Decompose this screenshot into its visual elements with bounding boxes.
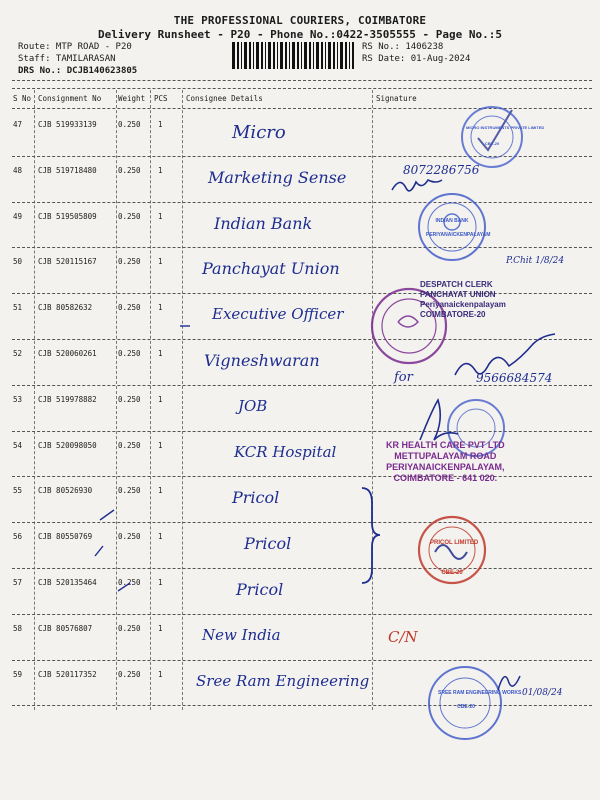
col-header-signature: Signature	[376, 94, 417, 103]
signature-53	[420, 400, 458, 440]
row-consignment-no: CJB 520135464	[38, 578, 97, 587]
row-pcs: 1	[158, 578, 163, 587]
row-consignee-handwritten: Micro	[232, 122, 286, 143]
row-sno: 59	[13, 669, 23, 679]
row-sno: 50	[13, 257, 23, 267]
despatch-stamp-text: DESPATCH CLERK PANCHAYAT UNION Periyanaickenpalayam COIMBATORE-20	[420, 280, 506, 319]
row-weight: 0.250	[118, 303, 141, 313]
row-consignment-no: CJB 80576807	[38, 623, 93, 633]
row-pcs: 1	[158, 669, 163, 679]
row-pcs: 1	[158, 394, 163, 404]
col-header-details: Consignee Details	[186, 94, 263, 103]
row-pcs: 1	[158, 440, 163, 450]
phone-note-48: 8072286756	[403, 163, 480, 177]
date-note-59: 01/08/24	[522, 688, 563, 698]
company-title: THE PROFESSIONAL COURIERS, COIMBATORE	[173, 14, 427, 27]
row-consignment-no: CJB 520117352	[38, 669, 97, 679]
row-consignee-handwritten: Pricol	[244, 534, 292, 554]
brace-55-57	[362, 488, 380, 583]
row-pcs: 1	[158, 165, 163, 175]
row-consignee-handwritten: JOB	[238, 396, 268, 415]
col-header-weight: Weight	[118, 94, 146, 103]
row-sno: 55	[13, 486, 23, 496]
pricol-stamp-text: PRICOL LIMITED CBE-20	[430, 540, 479, 576]
row-consignment-no: CJB 80582632	[38, 303, 93, 313]
row-consignment-no: CJB 519933139	[38, 120, 97, 129]
row-consignment-no: CJB 519718480	[38, 165, 97, 175]
row-pcs: 1	[158, 257, 163, 267]
tick-56	[95, 546, 103, 556]
tick-57	[118, 583, 130, 591]
signature-48	[392, 180, 442, 191]
row-consignment-no: CJB 520060261	[38, 349, 97, 358]
row-sno: 57	[13, 578, 23, 587]
cn-note-58: C/N	[388, 628, 418, 646]
row-sno: 51	[13, 303, 23, 313]
row-weight: 0.250	[118, 623, 141, 633]
route-label: Route: MTP ROAD - P20	[18, 42, 132, 52]
col-header-pcs: PCS	[154, 94, 168, 103]
rs-number: RS No.: 1406238	[362, 42, 444, 52]
row-sno: 54	[13, 440, 23, 450]
micro-stamp-text: MICRO INSTRUMENTS PRIVATE LIMITED CBE-20	[466, 125, 545, 146]
row-consignment-no: CJB 80526930	[38, 486, 93, 496]
row-weight: 0.250	[118, 349, 141, 358]
row-pcs: 1	[158, 623, 163, 633]
tick-55	[100, 510, 114, 520]
row-pcs: 1	[158, 303, 163, 313]
row-weight: 0.250	[118, 165, 141, 175]
rs-date: RS Date: 01-Aug-2024	[362, 54, 471, 64]
row-weight: 0.250	[118, 486, 141, 496]
signature-52	[455, 334, 555, 375]
row-weight: 0.250	[118, 578, 141, 587]
row-pcs: 1	[158, 120, 163, 129]
row-consignment-no: CJB 520115167	[38, 257, 97, 267]
row-pcs: 1	[158, 532, 163, 542]
for-note-52: for	[394, 370, 413, 385]
row-pcs: 1	[158, 486, 163, 496]
row-consignee-handwritten: Sree Ram Engineering	[196, 671, 370, 690]
col-header-sno: S No	[13, 94, 32, 103]
staff-label: Staff: TAMILARASAN	[18, 54, 116, 64]
runsheet-subtitle: Delivery Runsheet - P20 - Phone No.:0422-3505555 - Page No.:5	[98, 28, 502, 41]
row-weight: 0.250	[118, 440, 141, 450]
signature-59	[498, 676, 520, 690]
date-note-50: P.Chit 1/8/24	[506, 256, 565, 266]
row-weight: 0.250	[118, 394, 141, 404]
row-consignee-handwritten: Panchayat Union	[202, 259, 340, 279]
row-consignment-no: CJB 519978882	[38, 394, 97, 404]
row-consignee-handwritten: New India	[202, 625, 281, 644]
drs-label: DRS No.: DCJB140623805	[18, 66, 138, 76]
row-consignee-handwritten: Indian Bank	[214, 213, 313, 233]
row-weight: 0.250	[118, 669, 141, 679]
row-consignee-handwritten: Executive Officer	[212, 305, 344, 324]
row-consignee-handwritten: Marketing Sense	[208, 167, 347, 187]
row-sno: 56	[13, 532, 23, 542]
row-weight: 0.250	[118, 532, 141, 542]
col-header-consignment: Consignment No	[38, 94, 102, 103]
row-sno: 52	[13, 349, 23, 358]
row-weight: 0.250	[118, 120, 141, 129]
row-pcs: 1	[158, 211, 163, 221]
row-consignee-handwritten: Vigneshwaran	[204, 351, 320, 370]
indian-bank-stamp-text: INDIAN BANK PERIYANAICKENPALAYAM	[426, 218, 491, 238]
row-consignment-no: CJB 520098050	[38, 440, 97, 450]
row-consignee-handwritten: Pricol	[236, 580, 284, 599]
row-consignment-no: CJB 519505809	[38, 211, 97, 221]
row-weight: 0.250	[118, 211, 141, 221]
kr-health-stamp-text: KR HEALTH CARE PVT LTD METTUPALAYAM ROAD PERIYANAICKENPALAYAM, COIMBATORE - 641 020.	[386, 440, 505, 483]
row-sno: 58	[13, 623, 23, 633]
row-consignment-no: CJB 80550769	[38, 532, 93, 542]
row-sno: 47	[13, 120, 23, 129]
row-weight: 0.250	[118, 257, 141, 267]
row-pcs: 1	[158, 349, 163, 358]
row-consignee-handwritten: Pricol	[232, 488, 280, 508]
row-sno: 48	[13, 165, 23, 175]
sree-ram-stamp-text: SREE RAM ENGINEERING WORKS CBE-20	[438, 690, 522, 710]
phone-note-52: 9566684574	[476, 371, 553, 385]
row-consignee-handwritten: KCR Hospital	[234, 442, 337, 461]
row-sno: 49	[13, 211, 23, 221]
row-sno: 53	[13, 394, 23, 404]
